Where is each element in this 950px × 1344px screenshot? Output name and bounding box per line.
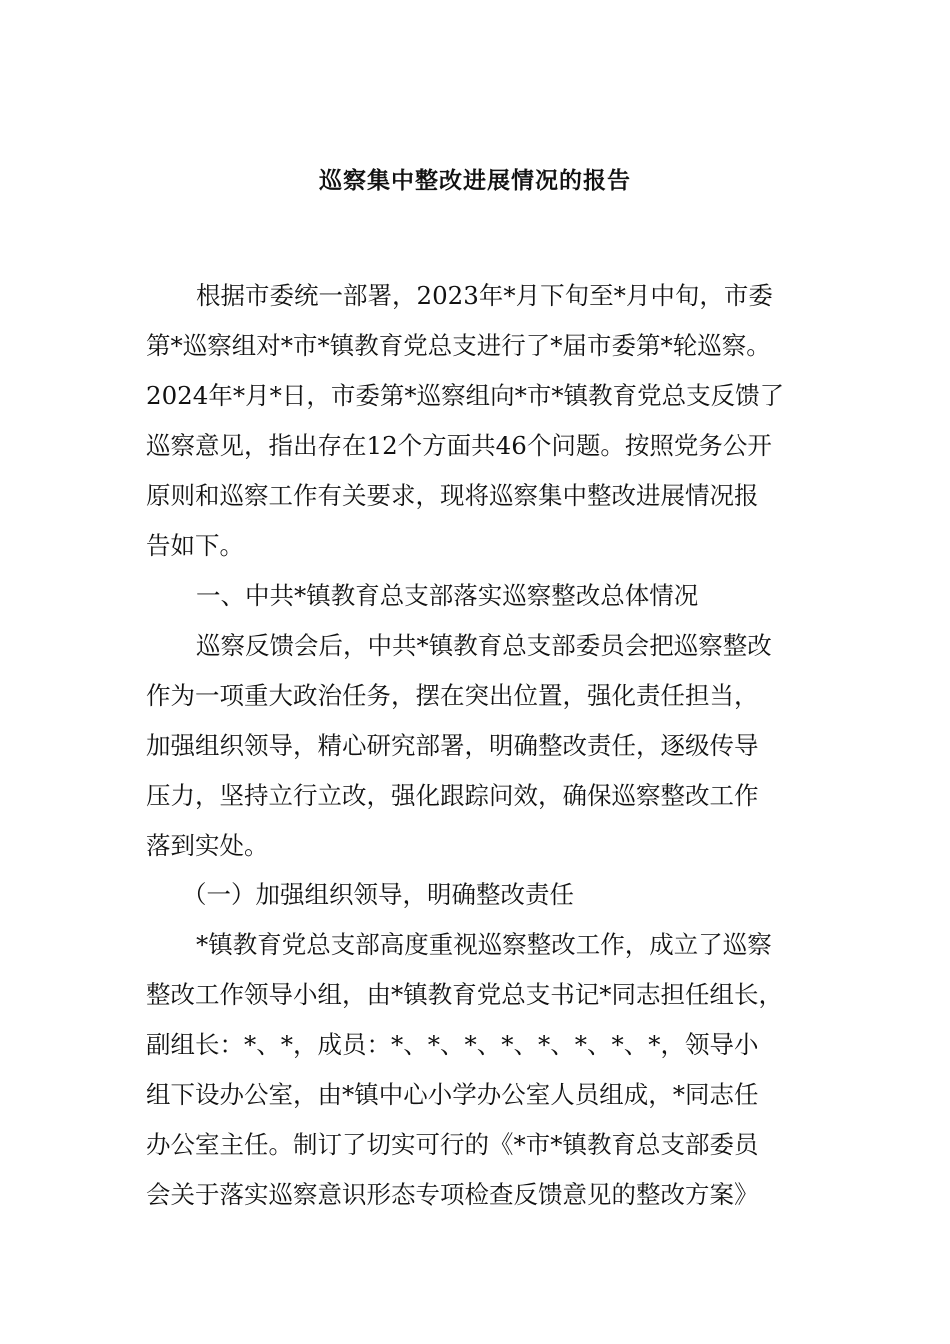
paragraph-line: 告如下。 (146, 531, 244, 560)
paragraph-line: 压力，坚持立行立改，强化跟踪问效，确保巡察整改工作 (146, 781, 759, 810)
paragraph-line: 加强组织领导，精心研究部署，明确整改责任，逐级传导 (146, 731, 759, 760)
paragraph-line: 第*巡察组对*市*镇教育党总支进行了*届市委第*轮巡察。 (146, 331, 771, 360)
paragraph-line: 组下设办公室，由*镇中心小学办公室人员组成，*同志任 (146, 1080, 759, 1109)
paragraph-line: 整改工作领导小组，由*镇教育党总支书记*同志担任组长， (146, 980, 783, 1009)
paragraph-line: 巡察意见，指出存在12个方面共46个问题。按照党务公开 (146, 431, 772, 460)
paragraph-line: 副组长：*、*，成员：*、*、*、*、*、*、*、*，领导小 (146, 1030, 759, 1059)
paragraph-line: *镇教育党总支部高度重视巡察整改工作，成立了巡察 (196, 930, 772, 959)
paragraph-line: 根据市委统一部署，2023年*月下旬至*月中旬，市委 (196, 281, 773, 310)
paragraph-line: 原则和巡察工作有关要求，现将巡察集中整改进展情况报 (146, 481, 759, 510)
paragraph-line: 落到实处。 (146, 831, 269, 860)
section-heading: 一、中共*镇教育总支部落实巡察整改总体情况 (196, 581, 699, 610)
paragraph-line: 会关于落实巡察意识形态专项检查反馈意见的整改方案》 (146, 1180, 759, 1209)
document-title: 巡察集中整改进展情况的报告 (319, 167, 631, 194)
paragraph-line: 2024年*月*日，市委第*巡察组向*市*镇教育党总支反馈了 (146, 381, 785, 410)
subsection-heading: （一）加强组织领导，明确整改责任 (182, 880, 574, 909)
paragraph-line: 办公室主任。制订了切实可行的《*市*镇教育总支部委员 (146, 1130, 759, 1159)
paragraph-line: 巡察反馈会后，中共*镇教育总支部委员会把巡察整改 (196, 631, 772, 660)
paragraph-line: 作为一项重大政治任务，摆在突出位置，强化责任担当， (146, 681, 759, 710)
